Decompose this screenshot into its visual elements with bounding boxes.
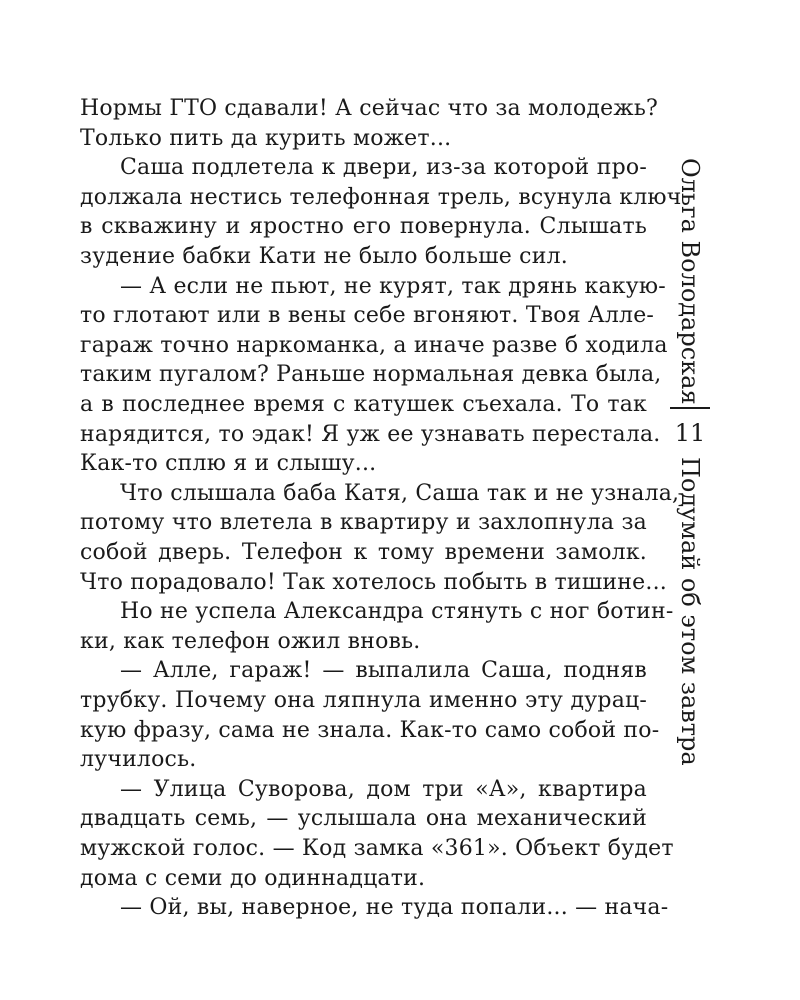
text-line: двадцать семь, — услышала она механический <box>80 806 647 832</box>
text-line: ки, как телефон ожил вновь. <box>80 628 421 654</box>
text-line: Что слышала баба Катя, Саша так и не узнала, <box>120 480 680 506</box>
text-line: мужской голос. — Код замка «361». Объект будет <box>80 836 674 861</box>
text-line: таким пугалом? Раньше нормальная девка была, <box>80 362 662 388</box>
page-number: 11 <box>674 419 706 447</box>
text-line: потому что влетела в квартиру и захлопнула за <box>80 510 647 536</box>
text-line: собой дверь. Телефон к тому времени замолк. <box>80 540 647 565</box>
running-head <box>660 85 720 766</box>
text-line: Что порадовало! Так хотелось побыть в тишине... <box>80 569 667 595</box>
text-line: нарядится, то эдак! Я уж ее узнавать перестала. <box>80 421 661 447</box>
running-head-book-title: Подумай об этом завтра <box>676 457 704 766</box>
text-line: Только пить да курить может... <box>80 125 452 151</box>
text-line: в скважину и яростно его повернула. Слышать <box>80 214 647 240</box>
text-line: Но не успела Александра стянуть с ног ботин- <box>120 599 674 625</box>
text-line: — Ой, вы, наверное, не туда попали... — нача- <box>120 895 669 921</box>
text-line: дома с семи до одиннадцати. <box>80 865 426 891</box>
text-line: — А если не пьют, не курят, так дрянь какую- <box>120 273 666 299</box>
text-line: кую фразу, сама не знала. Как-то само собой по- <box>80 717 660 743</box>
running-head-divider <box>670 407 710 409</box>
text-line: то глотают или в вены себе вгоняют. Твоя Алле- <box>80 303 655 329</box>
text-line: — Улица Суворова, дом три «А», квартира <box>120 776 647 802</box>
text-line: — Алле, гараж! — выпалила Саша, подняв <box>120 658 647 684</box>
text-line: гараж точно наркоманка, а иначе разве б ходила <box>80 332 668 358</box>
text-line: зудение бабки Кати не было больше сил. <box>80 244 568 269</box>
text-line: трубку. Почему она ляпнула именно эту дурац- <box>80 688 647 713</box>
text-line: лучилось. <box>80 747 197 773</box>
text-line: Как-то сплю я и слышу... <box>80 451 377 477</box>
text-line: Саша подлетела к двери, из-за которой про- <box>120 155 647 181</box>
running-head-author: Ольга Володарская <box>676 158 704 405</box>
text-line: Нормы ГТО сдавали! А сейчас что за молодежь? <box>80 96 659 121</box>
text-line: должала нестись телефонная трель, всунула ключ <box>80 184 682 210</box>
text-line: а в последнее время с катушек съехала. То так <box>80 392 647 417</box>
